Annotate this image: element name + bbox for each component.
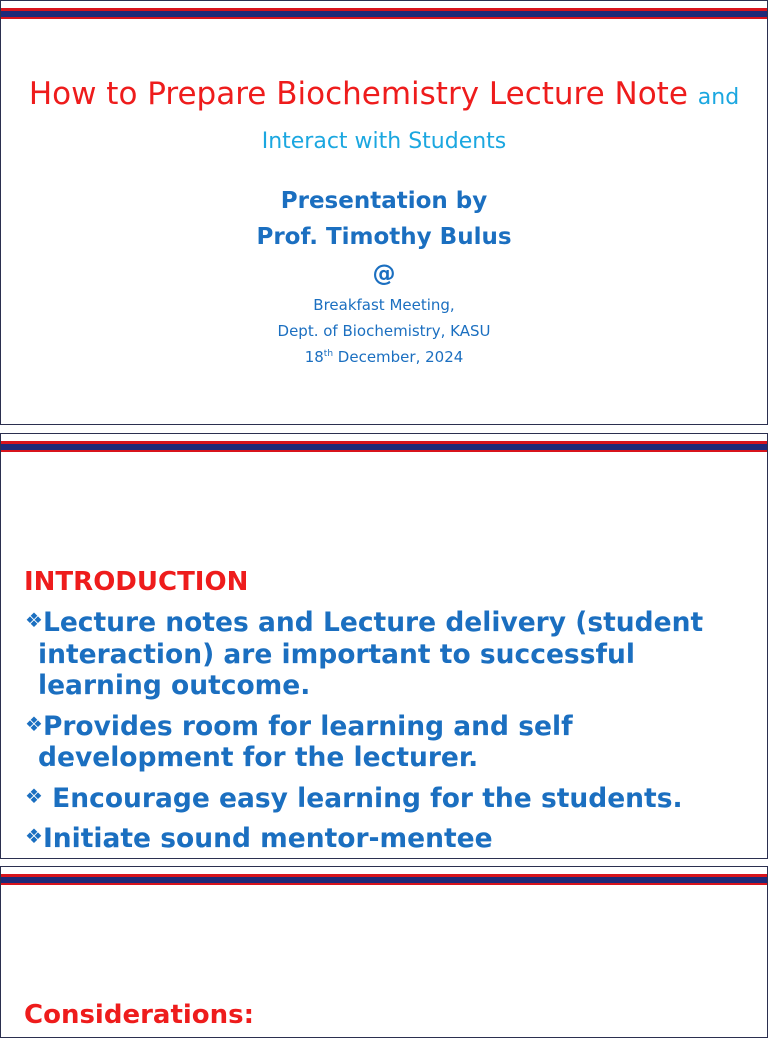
department: Dept. of Biochemistry, KASU — [277, 322, 491, 340]
bullet-list — [25, 605, 725, 859]
diamond-bullet-icon: ❖ — [25, 824, 43, 848]
slide-title-text — [1, 74, 767, 162]
event-date: 18th December, 2024 — [304, 348, 464, 366]
diamond-bullet-icon: ❖ — [25, 783, 43, 808]
list-item: ❖ Encourage easy learning for the students. — [25, 782, 683, 814]
presentation-by: Presentation by — [280, 188, 488, 214]
title-sub: and Interact with Students — [261, 85, 740, 154]
section-heading: INTRODUCTION — [24, 567, 249, 597]
header-stripe — [1, 874, 767, 885]
presenter-name: Prof. Timothy Bulus — [256, 224, 512, 250]
list-item: ❖Initiate sound mentor-mentee — [25, 823, 493, 854]
slide-considerations — [0, 866, 768, 1038]
slide-introduction — [0, 433, 768, 859]
diamond-bullet-icon: ❖ — [25, 711, 43, 736]
at-symbol: @ — [372, 261, 396, 287]
event-name: Breakfast Meeting, — [313, 296, 455, 314]
header-stripe — [1, 8, 767, 19]
header-stripe — [1, 441, 767, 452]
slide-title — [0, 0, 768, 425]
section-heading: Considerations: — [24, 1000, 255, 1030]
title-main: How to Prepare Biochemistry Lecture Note — [28, 76, 688, 112]
list-item: ❖Provides room for learning and self development for the lecturer. — [25, 710, 573, 773]
diamond-bullet-icon: ❖ — [25, 608, 43, 632]
list-item: ❖Lecture notes and Lecture delivery (student interaction) are important to successful learning outcome. — [25, 607, 704, 701]
